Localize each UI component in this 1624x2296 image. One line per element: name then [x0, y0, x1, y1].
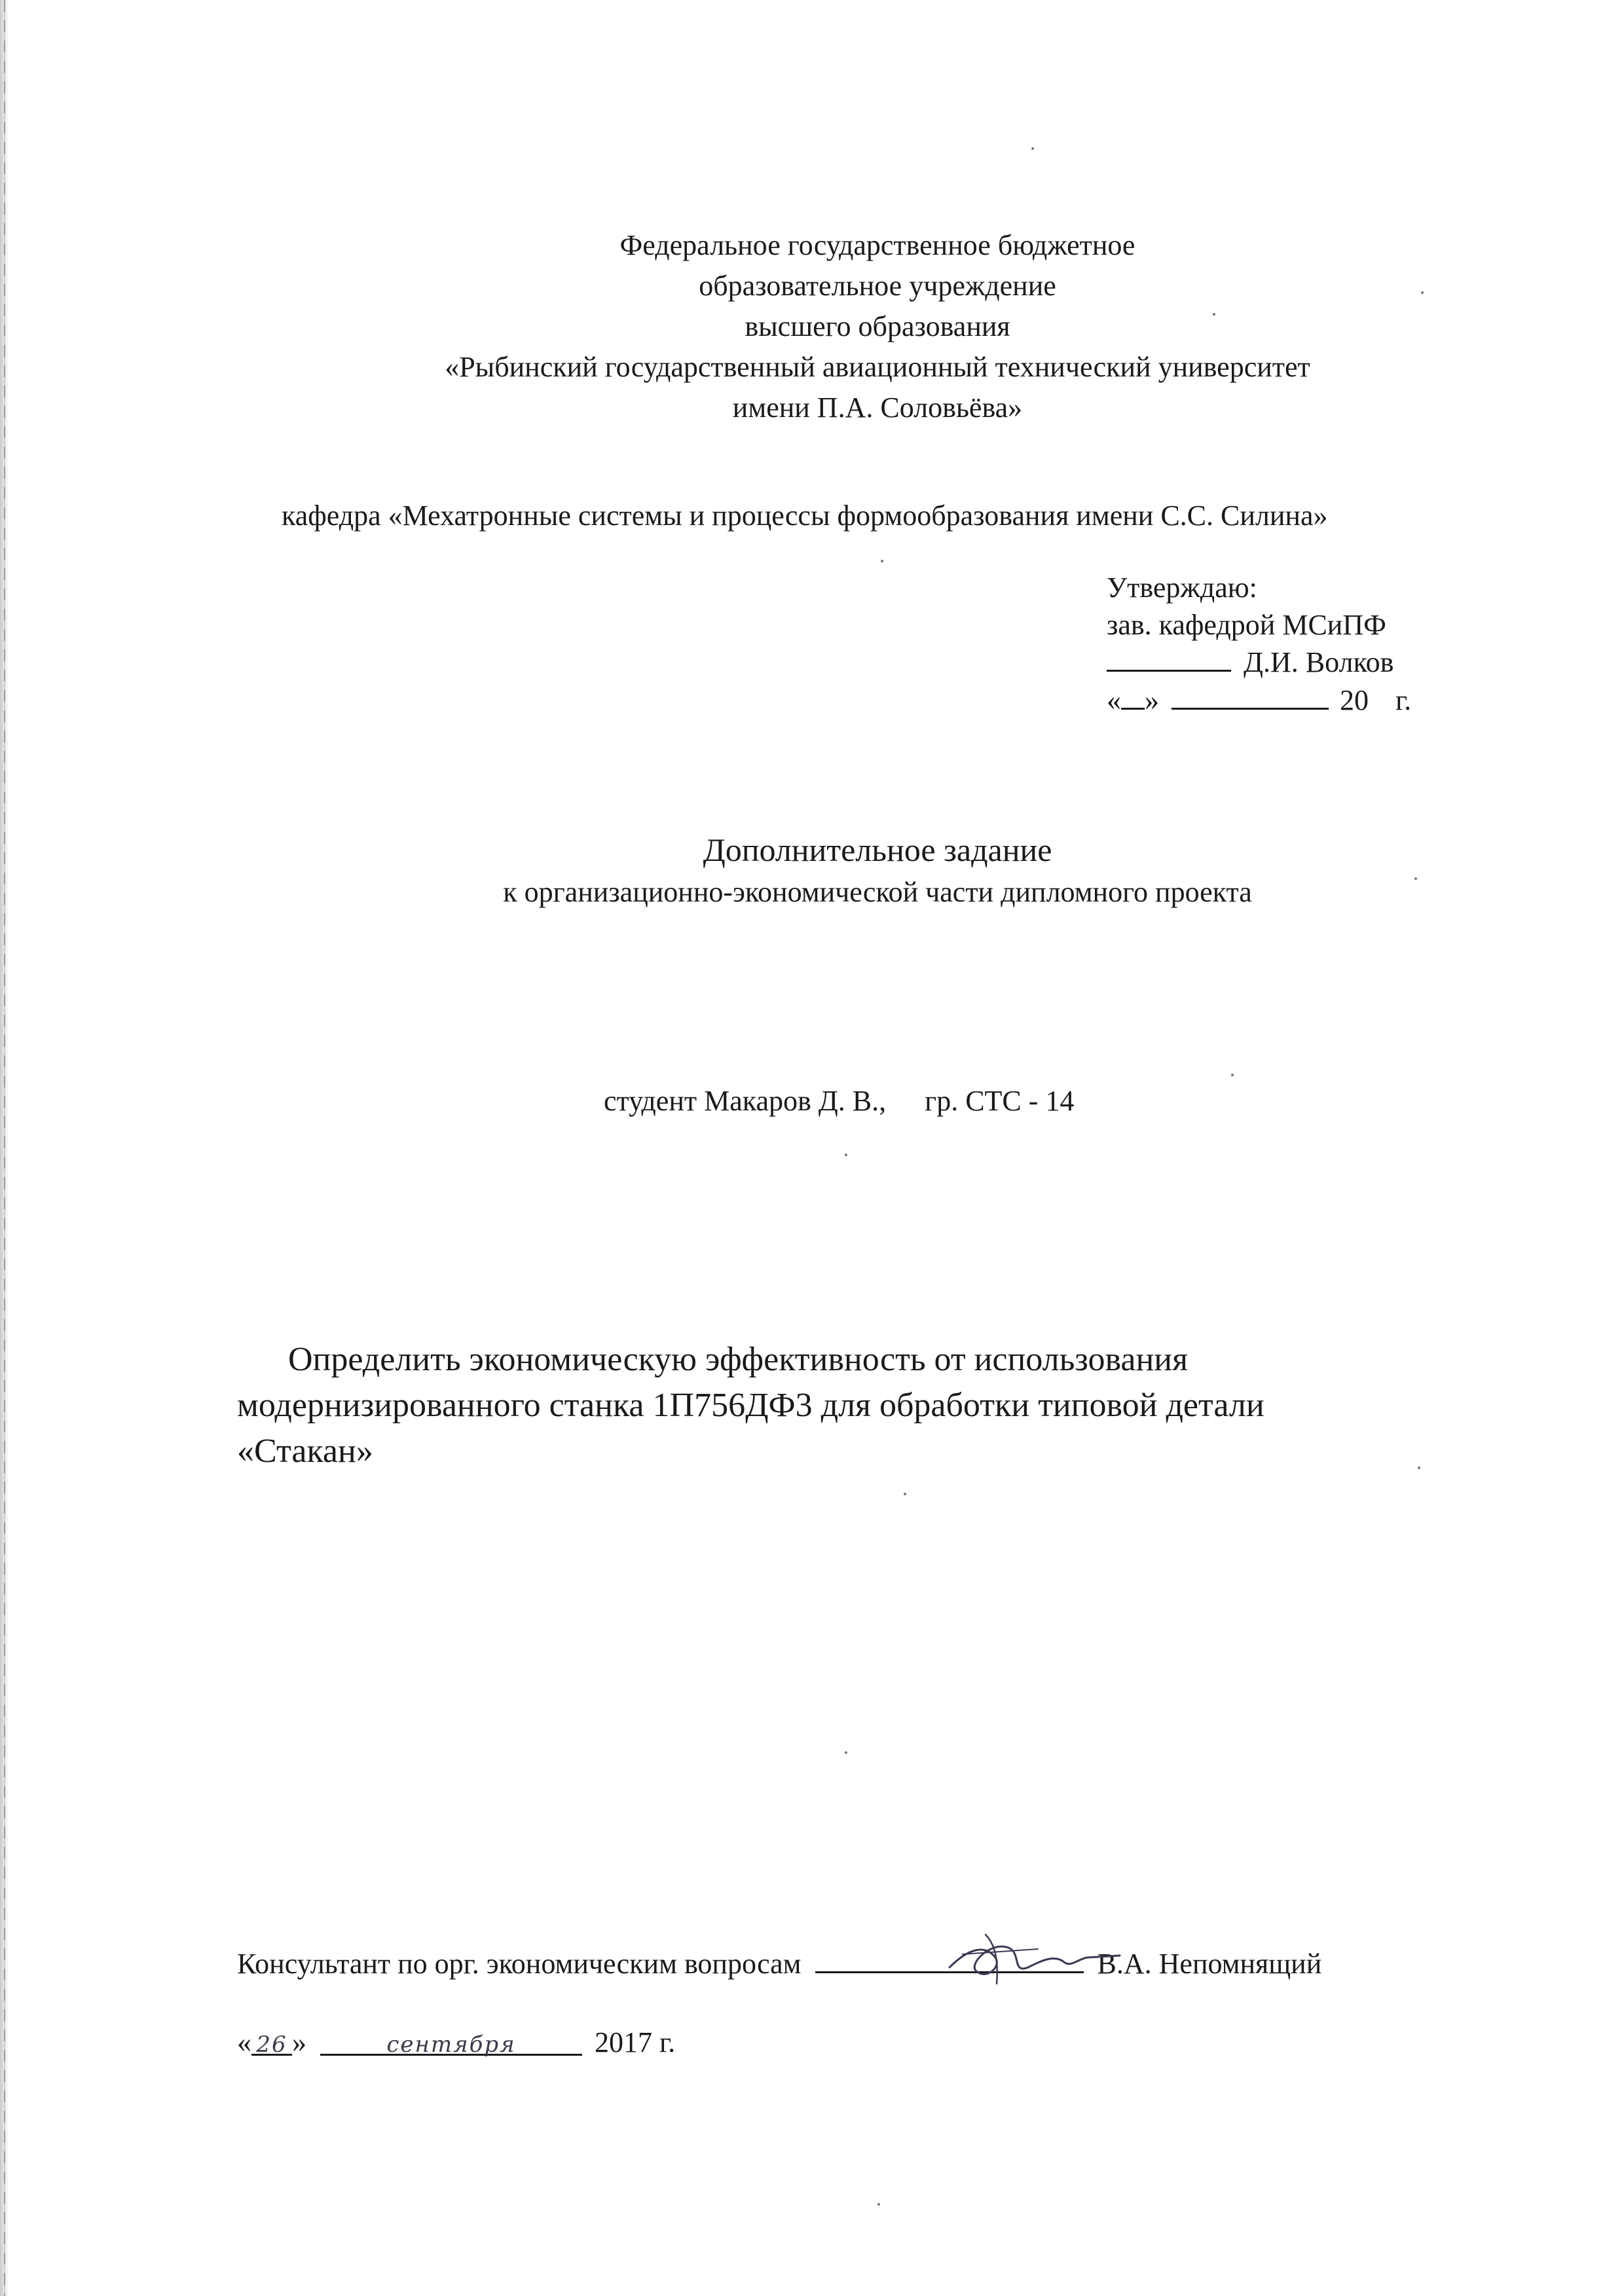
header-line-4: «Рыбинский государственный авиационный технический университет [445, 351, 1310, 383]
approval-title: Утверждаю: [1107, 572, 1257, 604]
approval-date-line [1107, 681, 1411, 720]
approval-signature-line [1107, 643, 1393, 682]
task-subtitle: к организационно-экономической части дипломного проекта [503, 876, 1252, 908]
scan-speck [1231, 1074, 1234, 1076]
assignment-line-3: «Стакан» [237, 1432, 373, 1470]
approval-name: Д.И. Волков [1244, 646, 1394, 678]
header-line-2: образовательное учреждение [699, 270, 1056, 302]
scan-speck [904, 1493, 906, 1495]
scan-speck [1414, 877, 1417, 880]
student-group: гр. СТС - 14 [925, 1085, 1075, 1117]
assignment-line-1: Определить экономическую эффективность от использования [288, 1341, 1189, 1378]
sign-date-close-quote: » [292, 2026, 306, 2058]
sign-date-month: сентября [320, 2025, 582, 2056]
scan-speck [845, 1154, 847, 1156]
approval-year-suffix: г. [1395, 684, 1412, 716]
student-name: студент Макаров Д. В., [604, 1085, 887, 1117]
scan-speck [1213, 313, 1215, 316]
scan-speck [1421, 291, 1424, 294]
consultant-label: Консультант по орг. экономическим вопросам [237, 1948, 802, 1980]
header-line-3: высшего образования [745, 310, 1010, 342]
scan-speck [1031, 147, 1034, 150]
approval-position: зав. кафедрой МСиПФ [1107, 609, 1386, 641]
consultant-signature [923, 1922, 1133, 1994]
approval-signature-blank [1107, 644, 1231, 672]
department-name: кафедра «Мехатронные системы и процессы формообразования имени С.С. Силина» [282, 500, 1328, 532]
scan-speck [877, 2203, 880, 2206]
student-line [604, 1082, 1074, 1121]
approval-day-blank [1121, 682, 1145, 710]
task-title: Дополнительное задание [703, 831, 1052, 868]
approval-month-blank [1172, 682, 1329, 710]
approval-year: 20 [1340, 684, 1369, 716]
sign-date-year: 2017 г. [595, 2026, 676, 2058]
sign-date-open-quote: « [237, 2026, 251, 2058]
scan-speck [1418, 1467, 1420, 1469]
sign-date-day: 26 [251, 2025, 292, 2056]
approval-date-close-quote: » [1145, 684, 1159, 716]
consultant-line [237, 1944, 1321, 1984]
header-line-5: имени П.А. Соловьёва» [732, 392, 1023, 424]
scan-speck [881, 560, 883, 562]
assignment-line-2: модернизированного станка 1П756ДФ3 для обработки типовой детали [237, 1387, 1264, 1424]
header-line-1: Федеральное государственное бюджетное [619, 229, 1135, 261]
approval-date-open-quote: « [1107, 684, 1121, 716]
scan-speck [845, 1751, 847, 1754]
consultant-name: В.А. Непомнящий [1097, 1948, 1322, 1980]
sign-date-line [237, 2023, 675, 2062]
